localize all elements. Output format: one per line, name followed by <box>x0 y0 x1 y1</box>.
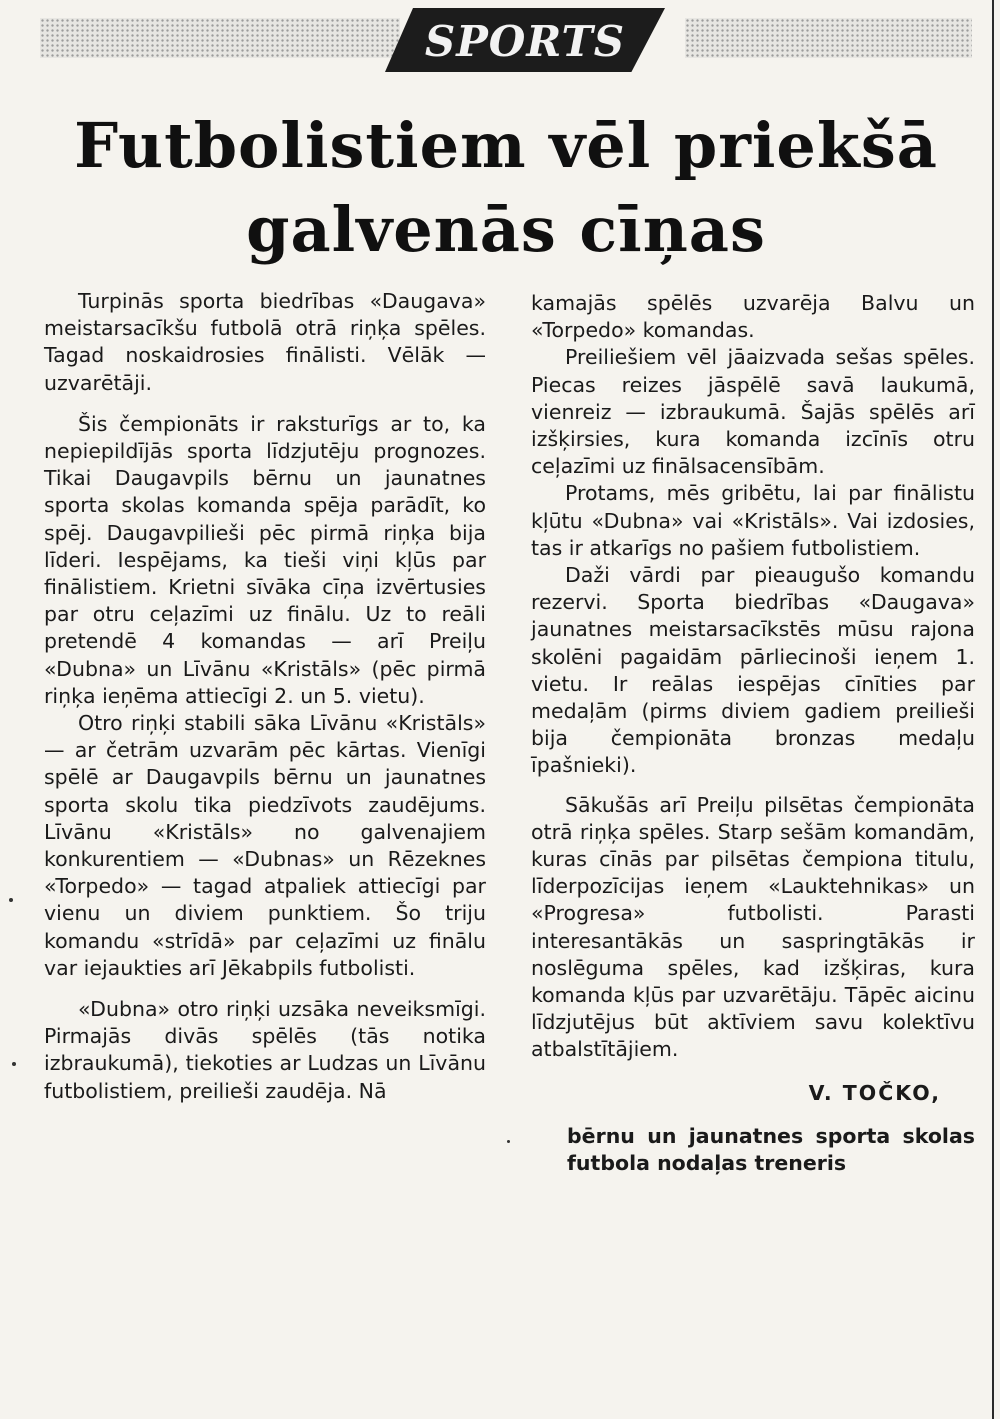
headline-line-2: galvenās cīņas <box>246 193 766 266</box>
left-column <box>44 288 486 1105</box>
author-role: bērnu un jaunatnes sporta skolas futbola nodaļas treneris <box>567 1123 975 1176</box>
headline-line-1: Futbolistiem vēl priekšā <box>74 109 938 182</box>
rubric-halftone-left <box>40 18 400 58</box>
rubric-halftone-right <box>685 18 972 58</box>
left-paragraph-2: Šis čempionāts ir raksturīgs ar to, ka nepiepildījās sporta līdzjutēju prognozes. Tikai Daugavpils bērnu un jaunatnes sporta skolas komanda spēja parādīt, ko spēj. Daugavpilieši pēc pirmā riņķa bija līderi. Iespējams, ka tieši viņi kļūs par finālistiem. Krietni sīvāka cīņa izvērtusies par otru ceļazīmi uz finālu. Uz to reāli pretendē 4 komandas — arī Preiļu «Dubna» un Līvānu «Kristāls» (pēc pirmā riņķa ieņēma attiecīgi 2. un 5. vietu). <box>44 411 486 708</box>
rubric-label: SPORTS <box>424 17 626 66</box>
speck <box>9 898 13 902</box>
speck <box>507 1140 510 1143</box>
left-paragraph-3: Otro riņķi stabili sāka Līvānu «Kristāls» — ar četrām uzvarām pēc kārtas. Vienīgi spēlē ar Daugavpils bērnu un jaunatnes sporta skolu tika piedzīvots zaudējums. Līvānu «Kristāls» no galvenajiem konkurentiem — «Dubnas» un Rēzeknes «Torpedo» — tagad atpaliek attiecīgi par vienu un diviem punktiem. Šo triju komandu «strīdā» par ceļazīmi uz finālu var iejaukties arī Jēkabpils futbolisti. <box>44 711 486 980</box>
speck <box>12 1062 16 1066</box>
right-paragraph-5: Sākušās arī Preiļu pilsētas čempionāta otrā riņķa spēles. Starp sešām komandām, kuras cīnās par pilsētas čempiona titulu, līderpozīcijas ieņem «Lauktehnikas» un «Progresa» futbolisti. Parasti interesantākās un saspringtākās ir noslēguma spēles, kad izšķiras, kura komanda kļūs par uzvarētāju. Tāpēc aicinu līdzjutējus būt aktīviem savu kolektīvu atbalstītājiem. <box>531 792 975 1062</box>
left-paragraph-4: «Dubna» otro riņķi uzsāka neveiksmīgi. Pirmajās divās spēlēs (tās notika izbraukumā), tiekoties ar Ludzas un Līvānu futbolistiem, preilieši zaudēja. Nā <box>44 997 486 1103</box>
right-paragraph-3: Protams, mēs gribētu, lai par finālistu kļūtu «Dubna» vai «Kristāls». Vai izdosies, tas ir atkarīgs no pašiem futbolistiem. <box>531 481 975 560</box>
left-paragraph-1: Turpinās sporta biedrības «Daugava» meistarsacīkšu futbolā otrā riņķa spēles. Tagad noskaidrosies finālisti. Vēlāk — uzvarētāji. <box>44 289 486 395</box>
author-signature: V. TOČKO, <box>808 1080 941 1105</box>
headline <box>40 104 972 272</box>
page-edge-line <box>992 0 994 1419</box>
right-paragraph-2: Preiliešiem vēl jāaizvada sešas spēles. Piecas reizes jāspēlē savā laukumā, vienreiz — izbraukumā. Šajās spēlēs arī izšķirsies, kura komanda izcīnīs otru ceļazīmi uz finālsacensībām. <box>531 345 975 479</box>
right-paragraph-1: kamajās spēlēs uzvarēja Balvu un «Torpedo» komandas. <box>531 291 975 343</box>
right-column <box>531 290 975 1177</box>
right-paragraph-4: Daži vārdi par pieaugušo komandu rezervi. Sporta biedrības «Daugava» jaunatnes meistarsacīkstēs mūsu rajona skolēni pagaidām pārliecinoši ieņem 1. vietu. Ir reālas iespējas cīnīties par medaļām (pirms diviem gadiem preilieši bija čempionāta bronzas medaļu īpašnieki). <box>531 563 975 778</box>
